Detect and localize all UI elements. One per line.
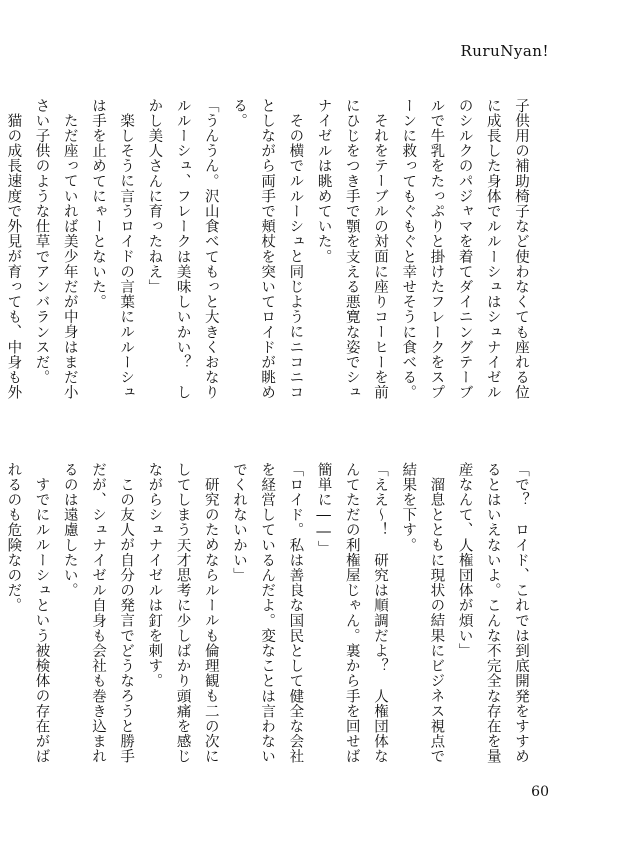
paragraph: 研究のためならルールも倫理観も二の次にしてしまう天才思考に少しばかり頭痛を感じながらシュナイゼルは釘を刺す。 [146, 462, 219, 764]
paragraph: 溜息とともに現状の結果にビジネス視点で結果を下す。 [400, 462, 445, 764]
paragraph: それをテーブルの対面に座りコーヒーを前にひじをつき手で顎を支える悪寛な姿でシュナイゼルは眺めていた。 [315, 98, 388, 400]
paragraph: 「うんうん。沢山食べてもっと大きくおなりルルーシュ、フレークは美味しいかい？ しかし美人さんに育ったねえ」 [146, 98, 219, 400]
paragraph: 猫の成長速度で外見が育っても、中身も外 [5, 112, 22, 400]
paragraph: ただ座っていれば美少年だが中身はまだ小さい子供のような仕草でアンバランスだ。 [33, 98, 78, 400]
book-title: RuruNyan! [460, 42, 549, 60]
page-number: 60 [531, 784, 549, 800]
paragraph: 「で？ ロイド、これでは到底開発をすすめるとはいえないよ。こんな不完全な存在を量産なんて、人権団体が煩い」 [456, 462, 529, 764]
paragraph: 「ロイド。私は善良な国民として健全な会社を経営しているんだよ。変なことは言わないでくれないかい」 [230, 462, 304, 764]
paragraph: 子供用の補助椅子など使わなくても座れる位に成長した身体でルルーシュはシュナイゼルのシルクのパジャマを着てダイニングテーブルで牛乳をたっぷりと掛けたフレークをスプーンに救ってもぐもぐと幸せそうに食べる。 [400, 98, 529, 400]
text-block-lower [5, 462, 535, 766]
paragraph: 「ええ～！ 研究は順調だよ？ 人権団体なんてただの利権屋じゃん。裏から手を回せば簡単に――」 [315, 462, 388, 764]
paragraph: すでにルルーシュという被検体の存在がばれるのも危険なのだ。 [5, 462, 50, 764]
paragraph: その横でルルーシュと同じようにニコニコとしながら両手で頬杖を突いてロイドが眺める。 [230, 98, 304, 400]
paragraph: この友人が自分の発言でどうなろうと勝手だが、シュナイゼル自身も会社も巻き込まれるのは遠慮したい。 [61, 462, 135, 764]
paragraph: 楽しそうに言うロイドの言葉にルルーシュは手を止めてにゃーとないた。 [89, 98, 135, 400]
text-block-upper [5, 98, 535, 402]
